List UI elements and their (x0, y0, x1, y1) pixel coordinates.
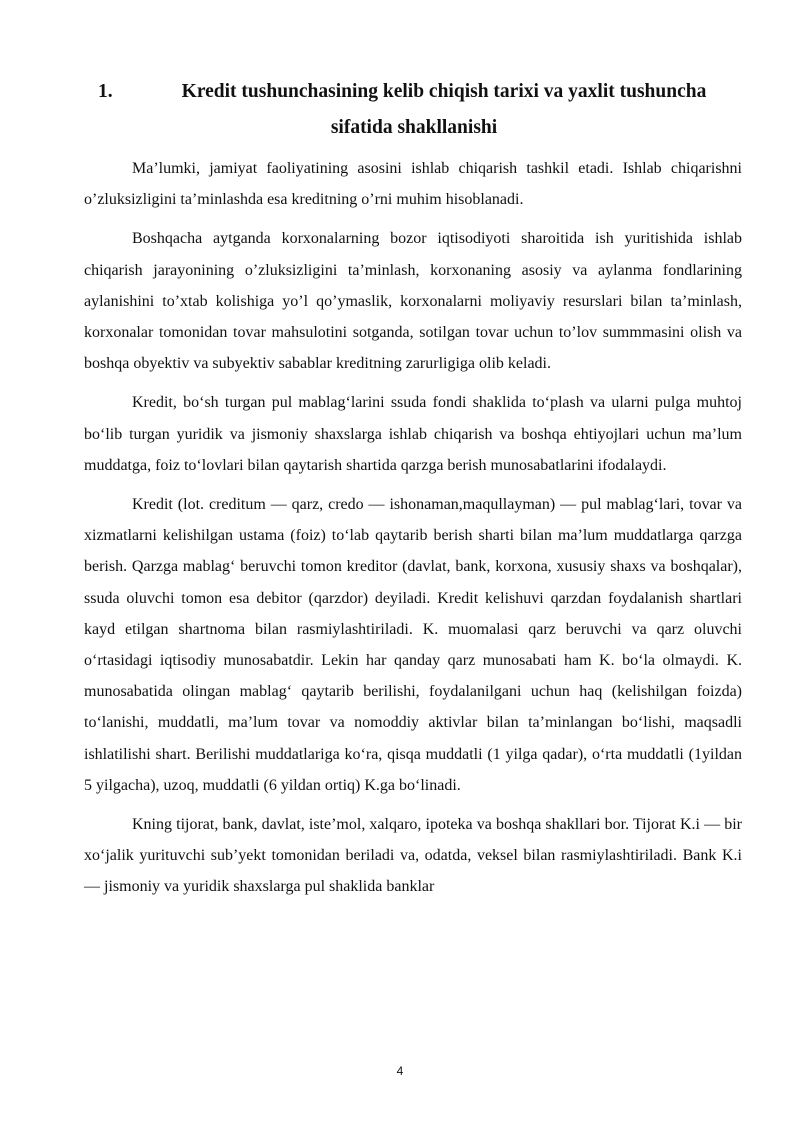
page-number: 4 (396, 1064, 404, 1078)
paragraph: Boshqacha aytganda korxonalarning bozor iqtisodiyoti sharoitida ish yuritishida ishlab chiqarish jarayonining o’zluksizligini ta’minlash, korxonaning asosiy va aylanma fondlarining aylanishini to’xtab kolishiga yo’l qo’ymaslik, korxonalarni moliyaviy resurslari bilan ta’minlash, korxonalar tomonidan tovar mahsulotini sotganda, sotilgan tovar uchun to’lov summmasini olish va boshqa obyektiv va subyektiv sabablar kreditning zarurligiga olib keladi. (84, 230, 742, 373)
paragraph: Kredit (lot. creditum — qarz, credo — ishonaman,maqullayman) — pul mablag‘lari, tovar va xizmatlarni kelishilgan ustama (foiz) to‘lab qaytarib berish sharti bilan ma’lum muddatlarga qarzga berish. Qarzga mablag‘ beruvchi tomon kreditor (davlat, bank, korxona, xususiy shaxs va boshqalar), ssuda oluvchi tomon esa debitor (qarzdor) deyiladi. Kredit kelishuvi qarzdan foydalanish shartlari kayd etilgan shartnoma bilan rasmiylashtiriladi. K. muomalasi qarz beruvchi va qarz oluvchi o‘rtasidagi iqtisodiy munosabatdir. Lekin har qanday qarz munosabati ham K. bo‘la olmaydi. K. munosabatida olingan mablag‘ qaytarib berilishi, foydalanilgani uchun haq (kelishilgan foizda) to‘lanishi, muddatli, ma’lum tovar va nomoddiy aktivlar bilan ta’minlangan bo‘lishi, maqsadli ishlatilishi shart. Berilishi muddatlariga ko‘ra, qisqa muddatli (1 yilga qadar), o‘rta muddatli (1yildan 5 yilgacha), uzoq, muddatli (6 yildan ortiq) K.ga bo‘linadi. (84, 496, 742, 794)
section-heading (84, 74, 744, 146)
paragraph: Ma’lumki, jamiyat faoliyatining asosini ishlab chiqarish tashkil etadi. Ishlab chiqarishni o’zluksizligini ta’minlashda esa kreditning o’rni muhim hisoblanadi. (84, 160, 742, 209)
section-number: 1. (98, 81, 113, 102)
section-title-line-2: sifatida shakllanishi (330, 117, 498, 138)
paragraph: Kredit, bo‘sh turgan pul mablag‘larini ssuda fondi shaklida to‘plash va ularni pulga muhtoj bo‘lib turgan yuridik va jismoniy shaxslarga ishlab chiqarish va boshqa ehtiyojlari uchun ma’lum muddatga, foiz to‘lovlari bilan qaytarish shartida qarzga berish munosabatlarini ifodalaydi. (84, 394, 742, 474)
body-text (84, 153, 742, 911)
paragraph: Kning tijorat, bank, davlat, iste’mol, xalqaro, ipoteka va boshqa shakllari bor. Tijorat K.i — bir xo‘jalik yurituvchi sub’yekt tomonidan beriladi va, odatda, veksel bilan rasmiylashtiriladi. Bank K.i — jismoniy va yuridik shaxslarga pul shaklida banklar (84, 816, 742, 896)
section-title-line-1: Kredit tushunchasining kelib chiqish tarixi va yaxlit tushuncha (181, 81, 707, 102)
